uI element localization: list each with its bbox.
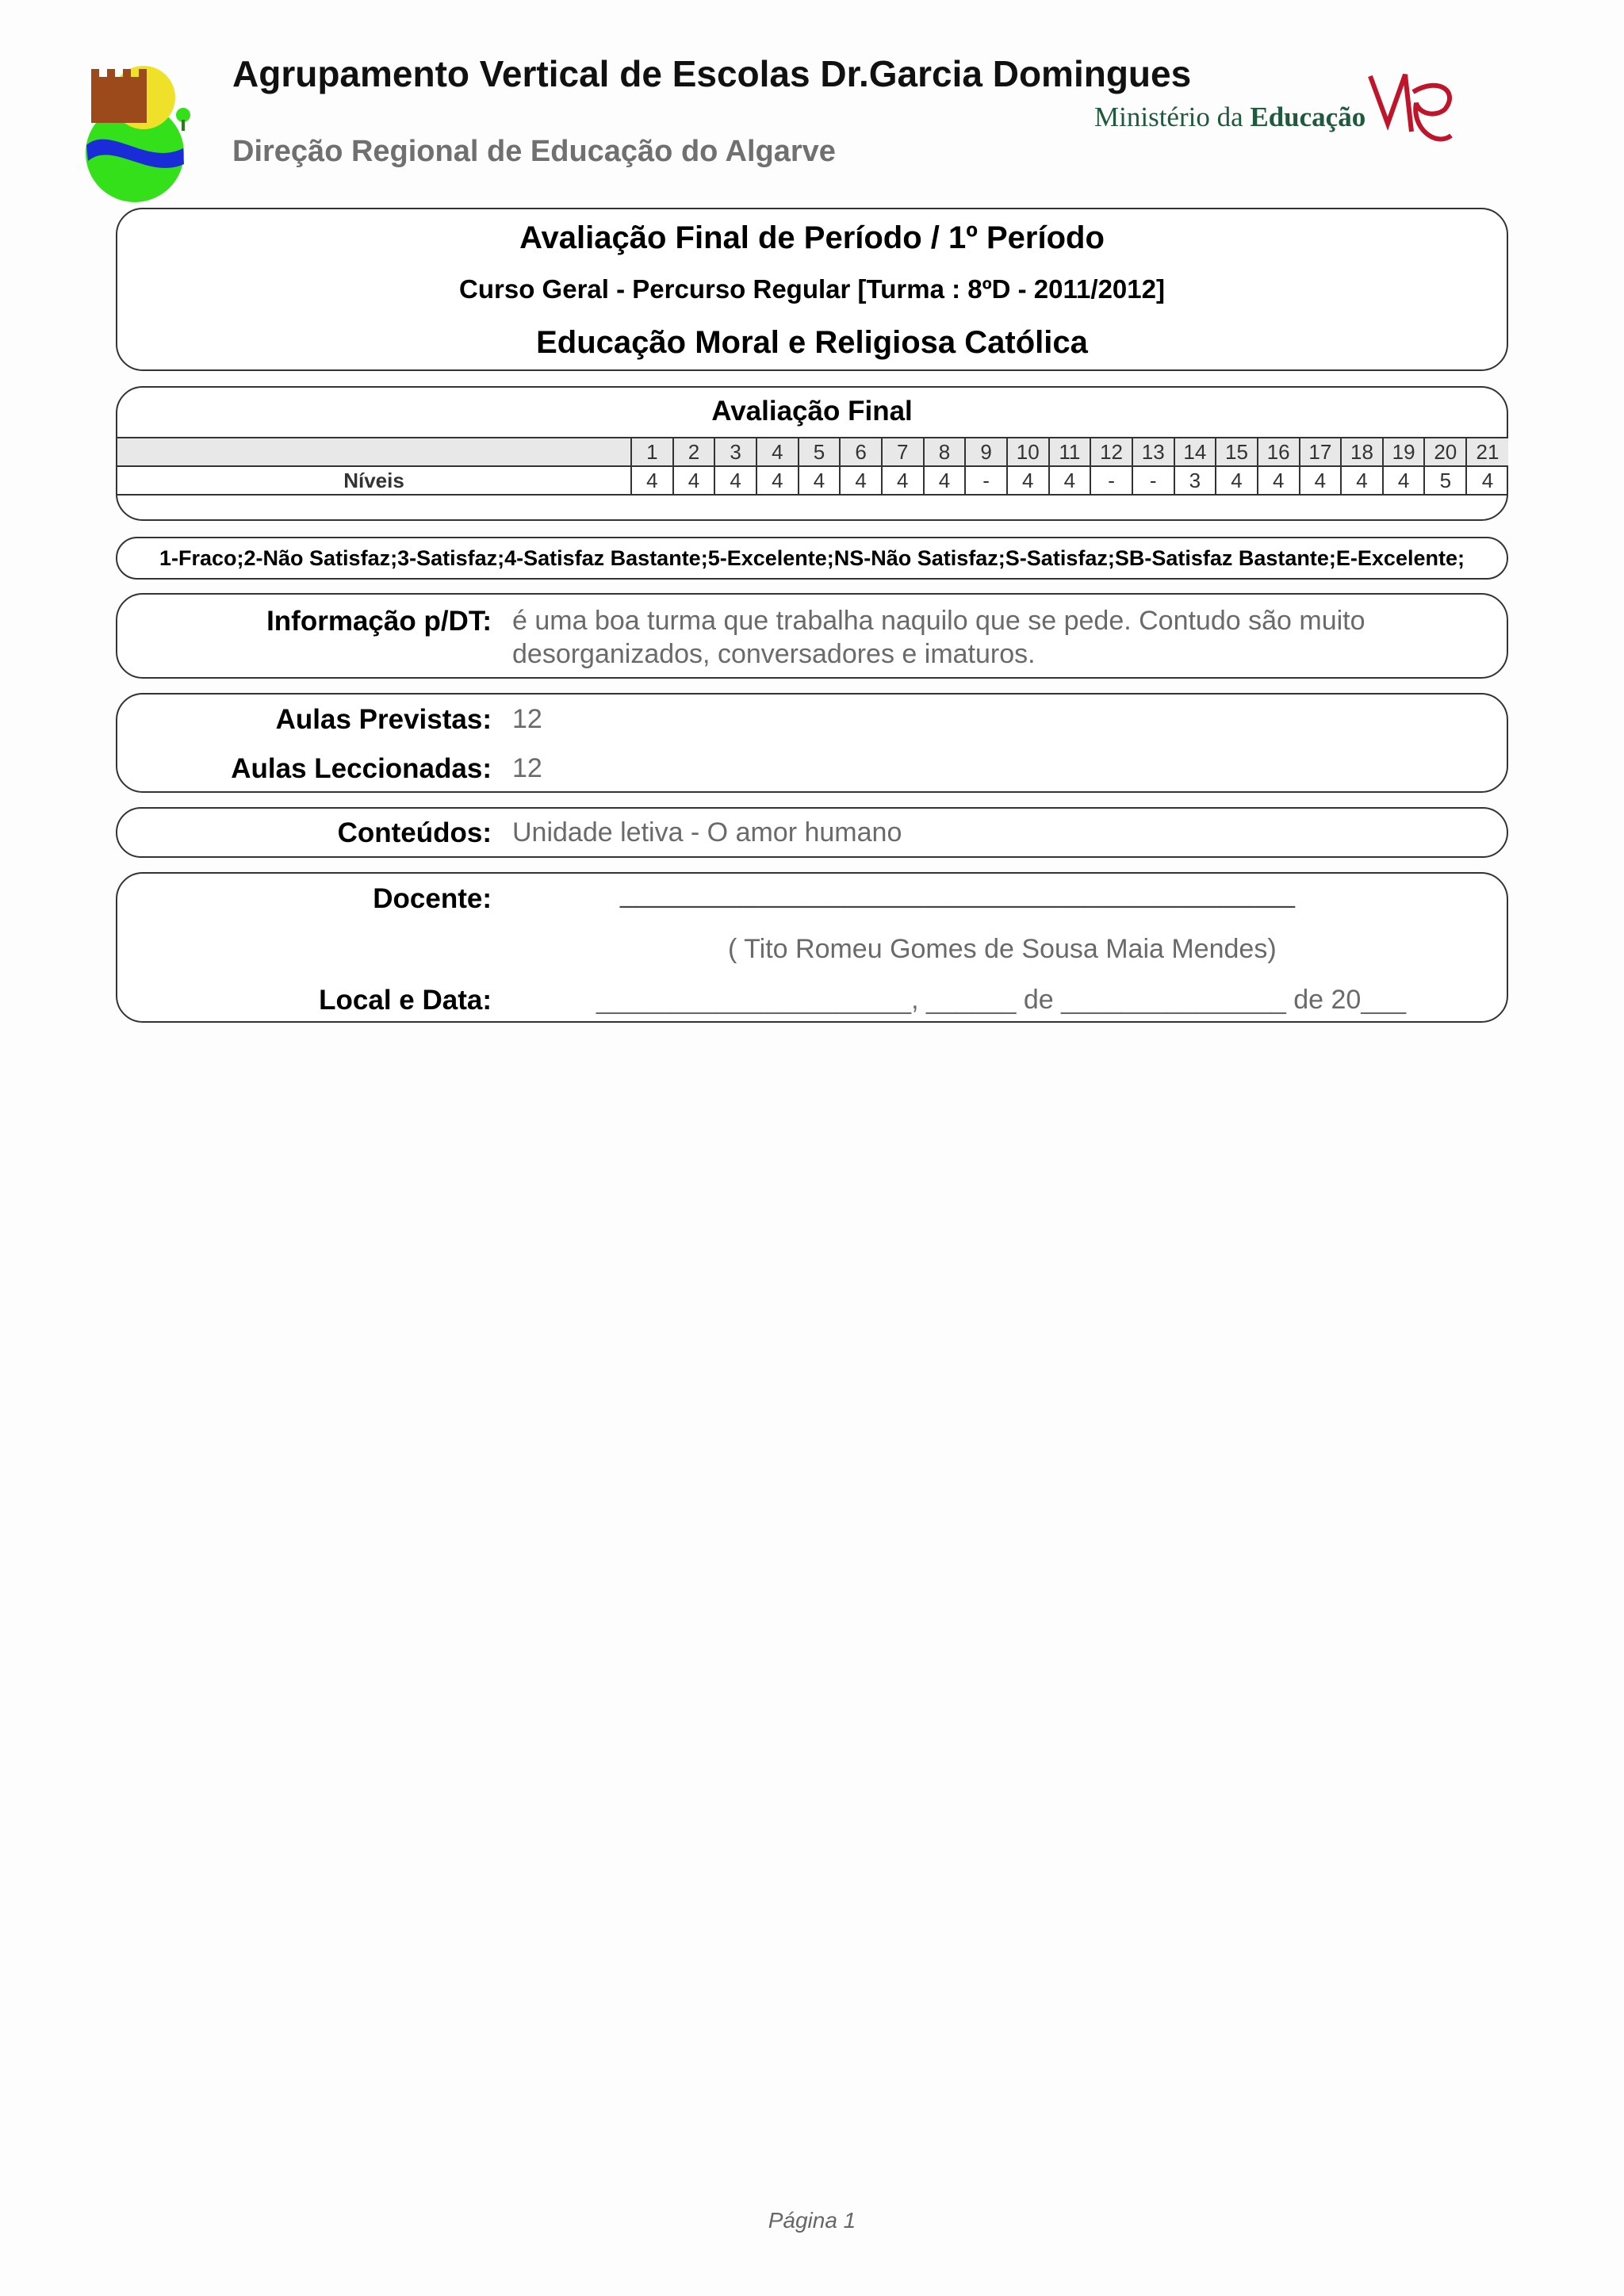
title-box (116, 208, 1508, 371)
level-cell: 4 (840, 466, 882, 495)
level-cell: 4 (1216, 466, 1258, 495)
student-number-cell: 16 (1258, 438, 1300, 466)
evaluation-box (116, 386, 1508, 521)
student-number-cell: 11 (1049, 438, 1091, 466)
student-number-cell: 21 (1466, 438, 1508, 466)
region-name: Direção Regional de Educação do Algarve (232, 135, 836, 168)
level-cell: 5 (1424, 466, 1466, 495)
level-cell: - (1090, 466, 1132, 495)
student-number-cell: 9 (965, 438, 1007, 466)
level-cell: 4 (882, 466, 924, 495)
teacher-signature-line: _____________________________________________ (620, 878, 1295, 909)
info-text-line2: desorganizados, conversadores e imaturos. (512, 639, 1036, 669)
contents-box (116, 807, 1508, 858)
student-number-cell: 20 (1424, 438, 1466, 466)
ministry-logo (1090, 68, 1463, 155)
given-classes-label: Aulas Leccionadas: (231, 753, 492, 784)
planned-classes-value: 12 (512, 704, 542, 734)
ministry-prefix: Ministério da (1094, 101, 1243, 132)
contents-label: Conteúdos: (337, 817, 492, 848)
student-number-cell: 3 (714, 438, 756, 466)
level-cell: 4 (1383, 466, 1425, 495)
page-number: Página 1 (768, 2208, 856, 2233)
student-number-cell: 5 (799, 438, 841, 466)
student-number-cell: 1 (631, 438, 673, 466)
student-number-cell: 7 (882, 438, 924, 466)
teacher-label: Docente: (373, 883, 492, 914)
level-cell: 4 (1300, 466, 1342, 495)
report-title: Avaliação Final de Período / 1º Período (519, 220, 1105, 255)
level-cell: 4 (1049, 466, 1091, 495)
contents-value: Unidade letiva - O amor humano (512, 817, 902, 848)
evaluation-title: Avaliação Final (711, 396, 913, 427)
levels-row (117, 466, 1508, 495)
level-cell: 4 (1258, 466, 1300, 495)
signature-box (116, 872, 1508, 1023)
student-number-cell: 6 (840, 438, 882, 466)
student-number-cell: 2 (673, 438, 715, 466)
given-classes-value: 12 (512, 753, 542, 783)
level-cell: 4 (1007, 466, 1049, 495)
student-number-cell: 18 (1341, 438, 1383, 466)
student-number-cell: 8 (924, 438, 966, 466)
student-number-row (117, 438, 1508, 466)
level-cell: - (965, 466, 1007, 495)
level-cell: 4 (714, 466, 756, 495)
level-cell: 4 (1466, 466, 1508, 495)
student-number-cell: 13 (1132, 438, 1174, 466)
level-cell: 4 (924, 466, 966, 495)
teacher-name: ( Tito Romeu Gomes de Sousa Maia Mendes) (728, 934, 1277, 964)
grading-legend: 1-Fraco;2-Não Satisfaz;3-Satisfaz;4-Satisfaz Bastante;5-Excelente;NS-Não Satisfaz;S-Satisfaz;SB-Satisfaz Bastante;E-Excelente; (116, 537, 1508, 580)
course-info: Curso Geral - Percurso Regular [Turma : 8ºD - 2011/2012] (459, 274, 1165, 304)
student-number-cell: 4 (756, 438, 799, 466)
place-date-label: Local e Data: (319, 985, 492, 1016)
place-date-line: _____________________, ______ de _______________ de 20___ (596, 985, 1407, 1015)
school-logo (75, 59, 194, 206)
level-cell: 4 (673, 466, 715, 495)
info-label: Informação p/DT: (266, 606, 492, 637)
ministry-me-mark-icon (1364, 68, 1463, 155)
school-name: Agrupamento Vertical de Escolas Dr.Garcia Domingues (232, 53, 1192, 94)
subject-title: Educação Moral e Religiosa Católica (536, 325, 1088, 360)
student-number-cell: 14 (1174, 438, 1216, 466)
level-cell: 4 (799, 466, 841, 495)
levels-label: Níveis (117, 466, 631, 495)
level-cell: 4 (756, 466, 799, 495)
student-number-cell: 15 (1216, 438, 1258, 466)
level-cell: - (1132, 466, 1174, 495)
level-cell: 3 (1174, 466, 1216, 495)
student-number-cell: 12 (1090, 438, 1132, 466)
info-box (116, 593, 1508, 679)
level-cell: 4 (631, 466, 673, 495)
info-text-line1: é uma boa turma que trabalha naquilo que se pede. Contudo são muito (512, 606, 1365, 636)
evaluation-table (117, 437, 1508, 496)
student-number-cell: 10 (1007, 438, 1049, 466)
planned-classes-label: Aulas Previstas: (275, 704, 492, 735)
ministry-bold: Educação (1250, 101, 1366, 132)
classes-box (116, 693, 1508, 793)
level-cell: 4 (1341, 466, 1383, 495)
student-number-cell: 19 (1383, 438, 1425, 466)
student-number-cell: 17 (1300, 438, 1342, 466)
